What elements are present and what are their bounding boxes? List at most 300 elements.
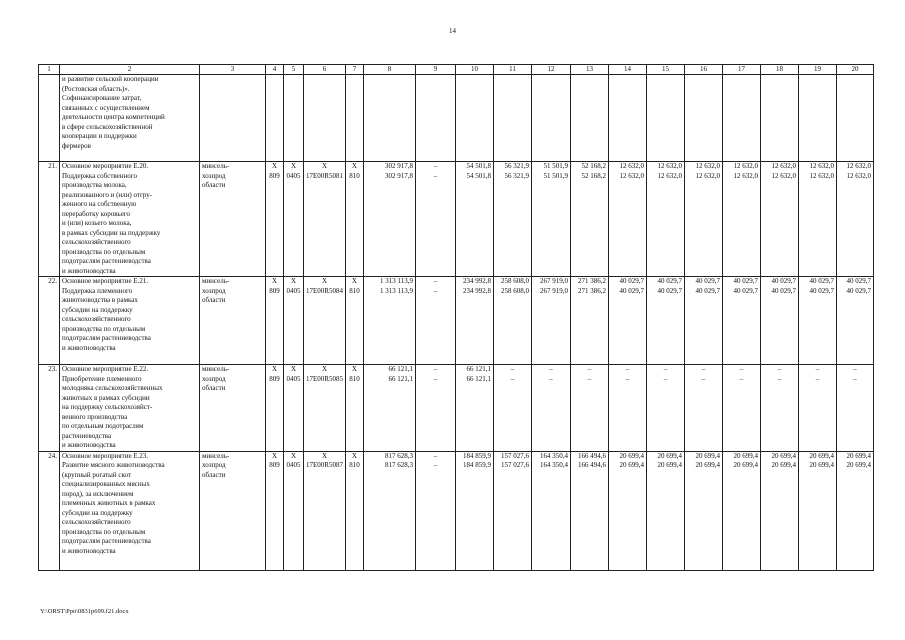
value-total: 40 029,7 — [771, 277, 796, 285]
description-line: молодняка сельскохозяйственных — [62, 384, 163, 392]
value-cell — [531, 277, 570, 365]
value-cell — [836, 277, 873, 365]
value-total: 20 699,4 — [846, 451, 871, 460]
value-cell — [455, 365, 493, 452]
value-detail: 809 — [269, 374, 280, 383]
value-total: – — [433, 162, 438, 170]
description-line: специализированных мясных — [62, 480, 150, 488]
value-cell — [570, 162, 608, 277]
value-detail: 40 029,7 — [695, 286, 720, 295]
column-header: 20 — [836, 65, 873, 75]
value-detail: 809 — [269, 286, 280, 295]
description-line: в сфере сельскохозяйственной — [62, 122, 153, 131]
value-total: 20 699,4 — [619, 451, 644, 460]
value-total: 12 632,0 — [619, 162, 644, 170]
value-total: 166 494,6 — [577, 451, 606, 460]
description-line: Развитие мясного животноводства — [62, 461, 165, 469]
description-line: сельскохозяйственного — [62, 518, 131, 526]
value-cell — [266, 162, 284, 277]
value-total: – — [433, 277, 438, 285]
value-total: 51 501,9 — [543, 162, 568, 170]
description-line: Софинансирование затрат, — [62, 94, 142, 102]
value-detail: 817 628,3 — [384, 461, 413, 469]
description-line: животноводства в рамках — [62, 296, 138, 304]
value-total: X — [351, 162, 357, 170]
description-line: Приобретение племенного — [62, 374, 142, 383]
description-line: Поддержка племенного — [62, 286, 133, 295]
value-cell — [531, 162, 570, 277]
executor-line: области — [202, 384, 226, 392]
header-row — [39, 65, 874, 75]
description-line: Основное мероприятие Е.22. — [62, 365, 149, 373]
description-line: на поддержку сельскохозяйст- — [62, 403, 153, 411]
value-total: 40 029,7 — [657, 277, 682, 285]
value-cell — [493, 277, 531, 365]
table-row — [39, 451, 874, 570]
value-cell — [722, 451, 760, 570]
column-header: 1 — [39, 65, 60, 75]
value-detail: 66 121,1 — [388, 374, 413, 383]
empty-cell — [266, 75, 284, 162]
column-header: 16 — [684, 65, 722, 75]
executor-line: области — [202, 470, 226, 479]
table-body — [39, 65, 874, 571]
value-total: X — [271, 365, 278, 373]
value-detail: 20 699,4 — [657, 461, 682, 469]
value-detail: 40 029,7 — [619, 286, 644, 295]
description-line: деятельности центра компетенций — [62, 113, 165, 121]
value-detail: – — [853, 374, 857, 383]
value-detail: 12 632,0 — [809, 171, 834, 180]
value-cell — [284, 277, 304, 365]
row-number: 24. — [39, 451, 60, 570]
value-cell — [415, 277, 455, 365]
value-detail: 267 919,0 — [539, 286, 568, 295]
row-number-cell — [39, 75, 60, 162]
value-cell — [646, 451, 684, 570]
value-total: – — [433, 451, 438, 460]
description-line: в рамках субсидии на поддержку — [62, 228, 161, 237]
value-cell — [684, 451, 722, 570]
value-detail: – — [433, 286, 438, 295]
value-total: X — [271, 451, 278, 460]
value-cell — [722, 365, 760, 452]
value-detail: 56 321,9 — [504, 171, 529, 180]
value-detail: 17Е00R5081 — [306, 171, 343, 180]
value-cell — [284, 365, 304, 452]
activity-description-cell — [60, 365, 200, 452]
value-cell — [646, 365, 684, 452]
value-detail: 184 859,9 — [462, 461, 491, 469]
value-total: 267 919,0 — [539, 277, 568, 285]
value-detail: 271 386,2 — [577, 286, 606, 295]
column-header: 10 — [455, 65, 493, 75]
executor-line: минсель- — [202, 365, 230, 373]
value-detail: 20 699,4 — [846, 461, 871, 469]
value-cell — [284, 162, 304, 277]
row-number: 21. — [39, 162, 60, 277]
value-total: X — [321, 451, 327, 460]
value-detail: 12 632,0 — [733, 171, 758, 180]
value-total: 66 121,1 — [388, 365, 413, 373]
value-total: 40 029,7 — [619, 277, 644, 285]
value-detail: – — [587, 374, 592, 383]
value-detail: 40 029,7 — [657, 286, 682, 295]
value-cell — [570, 277, 608, 365]
value-cell — [570, 365, 608, 452]
value-cell — [284, 451, 304, 570]
value-detail: 40 029,7 — [733, 286, 758, 295]
value-total: 12 632,0 — [695, 162, 720, 170]
value-total: 40 029,7 — [809, 277, 834, 285]
empty-cell — [531, 75, 570, 162]
column-header: 15 — [646, 65, 684, 75]
value-detail: – — [433, 461, 438, 469]
description-line: сельскохозяйственного — [62, 238, 131, 246]
activity-description-cell — [60, 75, 200, 162]
value-cell — [266, 277, 284, 365]
empty-cell — [684, 75, 722, 162]
value-total: – — [549, 365, 553, 373]
value-total: 66 121,1 — [466, 365, 491, 373]
value-detail: 40 029,7 — [846, 286, 871, 295]
description-line: по отдельным подотраслям — [62, 422, 144, 430]
value-detail: 234 992,8 — [462, 286, 491, 295]
value-detail: 20 699,4 — [619, 461, 644, 469]
value-detail: 20 699,4 — [809, 461, 834, 469]
value-cell — [345, 277, 363, 365]
description-line: связанных с осуществлением — [62, 103, 150, 112]
value-total: X — [271, 277, 278, 285]
value-cell — [531, 365, 570, 452]
value-detail: 12 632,0 — [846, 171, 871, 180]
value-cell — [531, 451, 570, 570]
description-line: подотраслям растениеводства — [62, 257, 151, 265]
value-cell — [266, 365, 284, 452]
empty-cell — [760, 75, 798, 162]
value-total: 40 029,7 — [733, 277, 758, 285]
description-line: и животноводства — [62, 266, 116, 275]
description-line: женного на собственную — [62, 200, 137, 208]
column-header: 6 — [304, 65, 346, 75]
value-detail: 12 632,0 — [771, 171, 796, 180]
table-row — [39, 162, 874, 277]
description-line: и животноводства — [62, 343, 116, 352]
value-detail: 20 699,4 — [771, 461, 796, 469]
description-line: и животноводства — [62, 546, 116, 555]
executor-cell — [200, 162, 266, 277]
value-cell — [363, 277, 415, 365]
executor-line: минсель- — [202, 277, 230, 285]
value-cell — [345, 451, 363, 570]
value-detail: – — [663, 374, 668, 383]
value-cell — [684, 162, 722, 277]
description-line: животных в рамках субсидии — [62, 393, 150, 402]
value-cell — [722, 277, 760, 365]
activity-description-cell — [60, 451, 200, 570]
activity-description-cell — [60, 162, 200, 277]
column-header: 18 — [760, 65, 798, 75]
column-header: 13 — [570, 65, 608, 75]
executor-line: области — [202, 181, 226, 189]
value-detail: 0405 — [286, 171, 301, 180]
value-detail: 51 501,9 — [543, 171, 568, 180]
value-detail: 258 608,0 — [500, 286, 529, 295]
value-total: 12 632,0 — [809, 162, 834, 170]
value-detail: 12 632,0 — [695, 171, 720, 180]
value-total: X — [290, 277, 297, 285]
table-row — [39, 365, 874, 452]
column-header: 8 — [363, 65, 415, 75]
empty-cell — [284, 75, 304, 162]
value-detail: 809 — [269, 461, 280, 469]
executor-line: хозпрод — [202, 461, 226, 469]
value-detail: 1 313 113,9 — [379, 286, 413, 295]
continuation-row — [39, 75, 874, 162]
value-total: 40 029,7 — [695, 277, 720, 285]
empty-cell — [415, 75, 455, 162]
value-cell — [304, 162, 346, 277]
description-line: растениеводства — [62, 431, 112, 440]
value-cell — [722, 162, 760, 277]
column-header: 5 — [284, 65, 304, 75]
value-total: 20 699,4 — [657, 451, 682, 460]
value-detail: – — [433, 374, 438, 383]
value-cell — [304, 451, 346, 570]
value-detail: 17Е00R5087 — [306, 461, 343, 469]
empty-cell — [304, 75, 346, 162]
value-cell — [415, 162, 455, 277]
column-header: 9 — [415, 65, 455, 75]
value-cell — [608, 162, 646, 277]
value-total: X — [321, 277, 327, 285]
value-total: X — [321, 162, 327, 170]
value-total: – — [433, 365, 438, 373]
value-cell — [608, 451, 646, 570]
value-total: 258 608,0 — [500, 277, 529, 285]
value-detail: – — [701, 374, 706, 383]
value-total: – — [510, 365, 515, 373]
description-line: фермеров — [62, 141, 91, 150]
value-total: 234 992,8 — [462, 277, 491, 285]
value-detail: 164 350,4 — [539, 461, 568, 469]
value-total: X — [290, 162, 297, 170]
value-total: 52 168,2 — [581, 162, 606, 170]
column-header: 4 — [266, 65, 284, 75]
executor-line: минсель- — [202, 451, 230, 460]
value-total: 12 632,0 — [733, 162, 758, 170]
empty-cell — [363, 75, 415, 162]
value-total: 12 632,0 — [846, 162, 871, 170]
value-detail: 166 494,6 — [577, 461, 606, 469]
value-detail: 40 029,7 — [809, 286, 834, 295]
value-total: 20 699,4 — [695, 451, 720, 460]
description-line: и развитие сельской кооперации — [62, 75, 159, 83]
description-line: и животноводства — [62, 441, 116, 449]
value-cell — [836, 365, 873, 452]
value-total: X — [321, 365, 327, 373]
value-detail: 12 632,0 — [619, 171, 644, 180]
executor-line: хозпрод — [202, 374, 226, 383]
column-header: 14 — [608, 65, 646, 75]
value-total: – — [663, 365, 668, 373]
value-detail: 17Е00R5085 — [306, 374, 343, 383]
value-cell — [493, 162, 531, 277]
table-row — [39, 277, 874, 365]
value-detail: 66 121,1 — [466, 374, 491, 383]
value-detail: 810 — [349, 286, 360, 295]
value-cell — [415, 451, 455, 570]
value-cell — [798, 277, 836, 365]
value-total: – — [625, 365, 630, 373]
description-line: Основное мероприятие Е.20. — [62, 162, 149, 170]
description-line: племенных животных в рамках — [62, 499, 156, 507]
description-line: подотраслям растениеводства — [62, 537, 151, 545]
value-detail: 40 029,7 — [771, 286, 796, 295]
value-detail: 52 168,2 — [581, 171, 606, 180]
value-cell — [455, 162, 493, 277]
value-cell — [684, 277, 722, 365]
value-total: 20 699,4 — [771, 451, 796, 460]
value-total: – — [739, 365, 744, 373]
value-detail: 12 632,0 — [657, 171, 682, 180]
value-total: 54 501,8 — [466, 162, 491, 170]
description-line: пород), за исключением — [62, 489, 134, 498]
description-line: Поддержка собственного — [62, 171, 137, 180]
value-total: – — [853, 365, 857, 373]
value-total: 157 027,6 — [500, 451, 529, 460]
value-total: X — [351, 277, 357, 285]
description-line: реализованного и (или) отгру- — [62, 190, 153, 199]
value-cell — [363, 162, 415, 277]
value-detail: – — [777, 374, 782, 383]
activity-description-cell — [60, 277, 200, 365]
executor-line: хозпрод — [202, 171, 226, 180]
empty-cell — [345, 75, 363, 162]
column-header: 19 — [798, 65, 836, 75]
page-number: 14 — [449, 27, 456, 35]
value-cell — [415, 365, 455, 452]
empty-cell — [798, 75, 836, 162]
value-detail: – — [739, 374, 744, 383]
empty-cell — [836, 75, 873, 162]
value-detail: 0405 — [286, 461, 301, 469]
value-total: 12 632,0 — [657, 162, 682, 170]
value-cell — [345, 162, 363, 277]
value-detail: 809 — [269, 171, 280, 180]
value-cell — [455, 277, 493, 365]
value-total: 40 029,7 — [846, 277, 871, 285]
value-total: X — [351, 365, 357, 373]
value-detail: 810 — [349, 171, 360, 180]
row-number: 22. — [39, 277, 60, 365]
value-cell — [760, 451, 798, 570]
description-line: субсидии на поддержку — [62, 305, 133, 314]
value-total: X — [290, 451, 297, 460]
description-line: сельскохозяйственного — [62, 315, 131, 323]
value-detail: 157 027,6 — [500, 461, 529, 469]
column-header: 12 — [531, 65, 570, 75]
description-line: Основное мероприятие Е.23. — [62, 451, 149, 460]
footer-file-path: Y:\ORST\Ppo\0831p699.f21.docx — [40, 608, 129, 615]
value-total: – — [815, 365, 820, 373]
value-detail: 0405 — [286, 374, 301, 383]
description-line: производства по отдельным — [62, 247, 146, 256]
value-cell — [455, 451, 493, 570]
value-total: 302 917,8 — [384, 162, 413, 170]
value-cell — [798, 365, 836, 452]
value-total: X — [351, 451, 357, 460]
value-cell — [570, 451, 608, 570]
empty-cell — [493, 75, 531, 162]
program-table — [38, 64, 874, 571]
description-line: венного производства — [62, 412, 128, 421]
executor-cell — [200, 451, 266, 570]
value-total: 164 350,4 — [539, 451, 568, 460]
executor-cell — [200, 365, 266, 452]
value-cell — [646, 162, 684, 277]
value-total: – — [587, 365, 592, 373]
column-header: 2 — [60, 65, 200, 75]
value-detail: 20 699,4 — [733, 461, 758, 469]
value-cell — [798, 451, 836, 570]
value-detail: 810 — [349, 461, 360, 469]
row-number: 23. — [39, 365, 60, 452]
value-cell — [266, 451, 284, 570]
value-total: 817 628,3 — [384, 451, 413, 460]
description-line: Основное мероприятие Е.21. — [62, 277, 149, 285]
value-total: – — [777, 365, 782, 373]
empty-cell — [200, 75, 266, 162]
value-cell — [760, 162, 798, 277]
value-cell — [760, 365, 798, 452]
value-detail: 810 — [349, 374, 360, 383]
description-line: субсидии на поддержку — [62, 508, 133, 517]
empty-cell — [570, 75, 608, 162]
executor-line: хозпрод — [202, 286, 226, 295]
column-header: 7 — [345, 65, 363, 75]
empty-cell — [722, 75, 760, 162]
value-total: 12 632,0 — [771, 162, 796, 170]
value-cell — [363, 451, 415, 570]
value-cell — [304, 277, 346, 365]
value-cell — [608, 365, 646, 452]
value-detail: – — [549, 374, 553, 383]
description-line: и (или) козьего молока, — [62, 219, 132, 227]
value-cell — [684, 365, 722, 452]
value-cell — [363, 365, 415, 452]
value-cell — [798, 162, 836, 277]
value-detail: 54 501,8 — [466, 171, 491, 180]
description-line: переработку коровьего — [62, 209, 130, 218]
value-cell — [493, 365, 531, 452]
description-line: (крупный рогатый скот — [62, 470, 132, 479]
value-cell — [836, 451, 873, 570]
value-cell — [345, 365, 363, 452]
description-line: производства по отдельным — [62, 527, 146, 536]
value-cell — [836, 162, 873, 277]
executor-line: области — [202, 296, 226, 304]
column-header: 11 — [493, 65, 531, 75]
value-cell — [760, 277, 798, 365]
value-detail: 20 699,4 — [695, 461, 720, 469]
description-line: производства молока, — [62, 181, 127, 189]
executor-line: минсель- — [202, 162, 230, 170]
empty-cell — [608, 75, 646, 162]
value-cell — [304, 365, 346, 452]
value-total: X — [271, 162, 278, 170]
value-detail: – — [815, 374, 820, 383]
